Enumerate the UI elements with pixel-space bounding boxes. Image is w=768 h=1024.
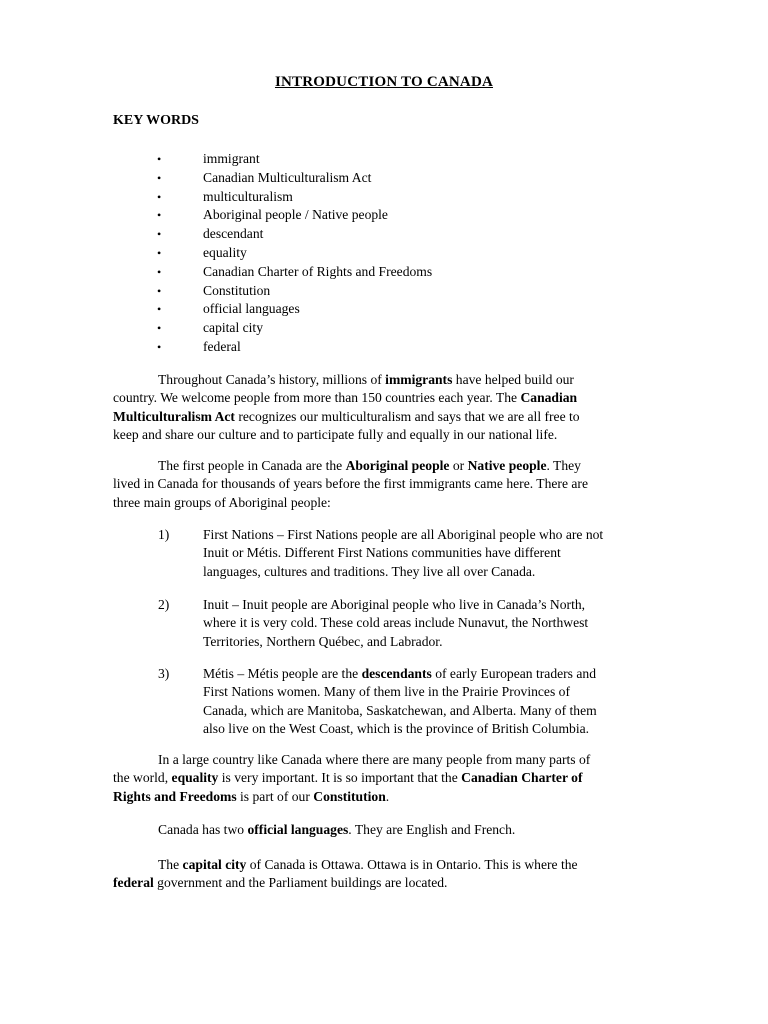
text-run: Métis – Métis people are the [203, 666, 362, 681]
bold-term: Native people [467, 458, 547, 473]
text-run: the world, [113, 770, 172, 786]
group-text [203, 596, 588, 651]
bold-term: immigrants [385, 372, 453, 387]
paragraph-aboriginal [113, 457, 643, 512]
page-title: INTRODUCTION TO CANADA [274, 74, 494, 90]
text-run: Throughout Canada’s history, millions of [158, 372, 386, 387]
bullet-icon: • [157, 321, 162, 336]
bold-term: federal [113, 875, 154, 891]
bullet-icon: • [157, 283, 162, 298]
paragraph-equality [113, 751, 643, 806]
bullet-icon: • [157, 189, 162, 204]
bold-term: Rights and Freedoms [113, 788, 237, 804]
text-run: . They are English and French. [348, 822, 516, 837]
text-line: languages, cultures and traditions. They live all over Canada. [203, 563, 536, 579]
text-line: also live on the West Coast, which is the province of British Columbia. [203, 721, 590, 737]
text-run: is very important. It is so important that the [218, 770, 462, 786]
bullet-icon: • [157, 208, 162, 223]
bullet-icon: • [157, 302, 162, 317]
bullet-icon: • [157, 152, 162, 166]
keyword-text: immigrant [203, 151, 260, 166]
keyword-text: capital city [203, 320, 264, 336]
text-run: Canada has two [158, 822, 248, 837]
text-line: Inuit or Métis. Different First Nations communities have different [203, 545, 561, 561]
bold-term: capital city [182, 857, 247, 872]
text-run: The [158, 857, 183, 872]
keyword-text: multiculturalism [203, 188, 293, 204]
paragraph-immigrants [113, 371, 643, 445]
keyword-text: equality [203, 244, 247, 260]
keyword-text: Constitution [203, 282, 271, 298]
text-run: . [385, 788, 390, 804]
text-line: First Nations – First Nations people are all Aboriginal people who are not [203, 527, 604, 542]
bullet-icon: • [157, 245, 162, 260]
text-run: of early European traders and [431, 666, 596, 681]
list-number: 2) [158, 597, 170, 612]
text-line: First Nations women. Many of them live in the Prairie Provinces of [203, 684, 570, 700]
text-run: government and the Parliament buildings are located. [153, 875, 448, 891]
bullet-icon: • [157, 339, 162, 354]
text-line: lived in Canada for thousands of years before the first immigrants came here. There are [113, 476, 588, 492]
text-run: In a large country like Canada where there are many people from many parts of [158, 752, 591, 767]
paragraph-languages [113, 821, 643, 839]
bullet-icon: • [157, 227, 162, 242]
text-line: Territories, Northern Québec, and Labrador. [203, 633, 443, 649]
text-run: The first people in Canada are the [158, 458, 346, 473]
bold-term: Aboriginal people [345, 458, 450, 473]
text-line: where it is very cold. These cold areas include Nunavut, the Northwest [203, 615, 589, 631]
text-run: country. We welcome people from more than 150 countries each year. The [113, 390, 521, 406]
bullet-icon: • [157, 264, 162, 279]
keyword-text: federal [203, 338, 241, 354]
text-run: or [449, 458, 468, 473]
bold-term: Multiculturalism Act [113, 408, 235, 424]
keyword-text: descendant [203, 226, 264, 242]
bold-term: equality [171, 770, 219, 786]
keyword-text: Aboriginal people / Native people [203, 207, 388, 223]
keyword-text: Canadian Charter of Rights and Freedoms [203, 263, 433, 279]
group-text [203, 526, 603, 581]
text-line: Canada, which are Manitoba, Saskatchewan, and Alberta. Many of them [203, 702, 597, 718]
bold-term: descendants [361, 666, 432, 681]
text-line: three main groups of Aboriginal people: [113, 494, 331, 510]
text-run: of Canada is Ottawa. Ottawa is in Ontario. This is where the [246, 857, 578, 872]
group-text [203, 665, 597, 739]
list-number: 1) [158, 527, 170, 542]
text-line: Inuit – Inuit people are Aboriginal people who live in Canada’s North, [203, 597, 586, 612]
text-run: . They [546, 458, 581, 473]
bold-term: Canadian Charter of [461, 770, 583, 786]
keywords-heading: KEY WORDS [113, 113, 199, 128]
bold-term: Constitution [313, 788, 386, 804]
keyword-text: official languages [203, 301, 300, 317]
text-line: keep and share our culture and to participate fully and equally in our national life. [113, 427, 558, 443]
text-run: have helped build our [452, 372, 574, 387]
paragraph-capital [113, 856, 643, 893]
list-number: 3) [158, 666, 170, 681]
bold-term: Canadian [520, 390, 578, 406]
keyword-text: Canadian Multiculturalism Act [203, 169, 372, 185]
bold-term: official languages [247, 822, 349, 837]
text-run: recognizes our multiculturalism and says that we are all free to [234, 408, 580, 424]
text-run: is part of our [236, 788, 314, 804]
bullet-icon: • [157, 170, 162, 185]
